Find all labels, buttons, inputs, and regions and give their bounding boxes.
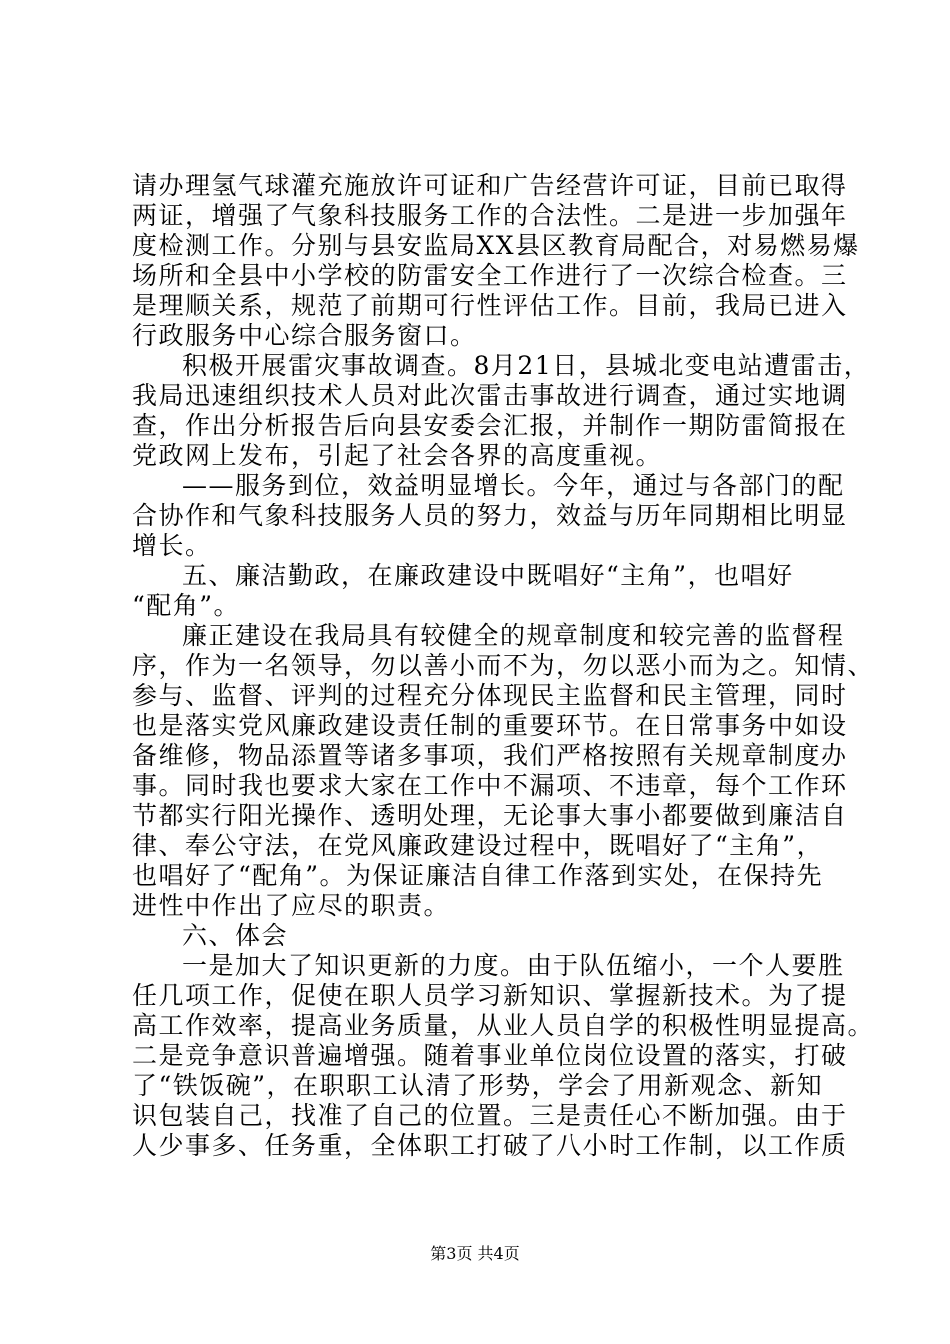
text-line: 了“铁饭碗”，在职职工认清了形势，学会了用新观念、新知 <box>132 1071 824 1100</box>
paragraph-start-line: 积极开展雷灾事故调查。8月21日，县城北变电站遭雷击， <box>182 351 871 380</box>
section-heading-continued: “配角”。 <box>132 591 241 620</box>
document-body <box>132 171 875 1161</box>
text-line: 是理顺关系，规范了前期可行性评估工作。目前，我局已进入 <box>132 291 848 320</box>
text-line: 度检测工作。分别与县安监局XX县区教育局配合，对易燃易爆 <box>132 231 860 260</box>
text-line: 备维修，物品添置等诸多事项，我们严格按照有关规章制度办 <box>132 741 848 770</box>
text-line: 节都实行阳光操作、透明处理，无论事大事小都要做到廉洁自 <box>132 801 848 830</box>
section-heading: 五、廉洁勤政，在廉政建设中既唱好“主角”，也唱好 <box>182 561 794 590</box>
text-line: 高工作效率，提高业务质量，从业人员自学的积极性明显提高。 <box>132 1011 875 1040</box>
text-line: 我局迅速组织技术人员对此次雷击事故进行调查，通过实地调 <box>132 381 848 410</box>
text-line: 参与、监督、评判的过程充分体现民主监督和民主管理，同时 <box>132 681 848 710</box>
text-line: 识包装自己，找准了自己的位置。三是责任心不断加强。由于 <box>132 1101 848 1130</box>
paragraph-start-line: 一是加大了知识更新的力度。由于队伍缩小，一个人要胜 <box>182 951 845 980</box>
text-line: 也是落实党风廉政建设责任制的重要环节。在日常事务中如设 <box>132 711 848 740</box>
text-line: 请办理氢气球灌充施放许可证和广告经营许可证，目前已取得 <box>132 171 848 200</box>
text-line: 党政网上发布，引起了社会各界的高度重视。 <box>132 441 663 470</box>
section-heading: 六、体会 <box>182 921 289 950</box>
text-line: 合协作和气象科技服务人员的努力，效益与历年同期相比明显 <box>132 501 848 530</box>
text-line: 律、奉公守法，在党风廉政建设过程中，既唱好了“主角”， <box>132 831 824 860</box>
text-line: 场所和全县中小学校的防雷安全工作进行了一次综合检查。三 <box>132 261 848 290</box>
text-line: 进性中作出了应尽的职责。 <box>132 891 451 920</box>
text-line: 任几项工作，促使在职人员学习新知识、掌握新技术。为了提 <box>132 981 848 1010</box>
text-line: 两证，增强了气象科技服务工作的合法性。二是进一步加强年 <box>132 201 848 230</box>
text-line: 人少事多、任务重，全体职工打破了八小时工作制，以工作质 <box>132 1131 848 1160</box>
text-line: 查，作出分析报告后向县安委会汇报，并制作一期防雷简报在 <box>132 411 848 440</box>
paragraph-start-line: ——服务到位，效益明显增长。今年，通过与各部门的配 <box>182 471 845 500</box>
text-line: 也唱好了“配角”。为保证廉洁自律工作落到实处，在保持先 <box>132 861 824 890</box>
text-line: 二是竞争意识普遍增强。随着事业单位岗位设置的落实，打破 <box>132 1041 848 1070</box>
page-number-footer: 第3页 共4页 <box>430 1244 520 1263</box>
text-line: 序，作为一名领导，勿以善小而不为，勿以恶小而为之。知情、 <box>132 651 875 680</box>
paragraph-start-line: 廉正建设在我局具有较健全的规章制度和较完善的监督程 <box>182 621 845 650</box>
text-line: 行政服务中心综合服务窗口。 <box>132 321 477 350</box>
text-line: 增长。 <box>132 531 212 560</box>
text-line: 事。同时我也要求大家在工作中不漏项、不违章，每个工作环 <box>132 771 848 800</box>
